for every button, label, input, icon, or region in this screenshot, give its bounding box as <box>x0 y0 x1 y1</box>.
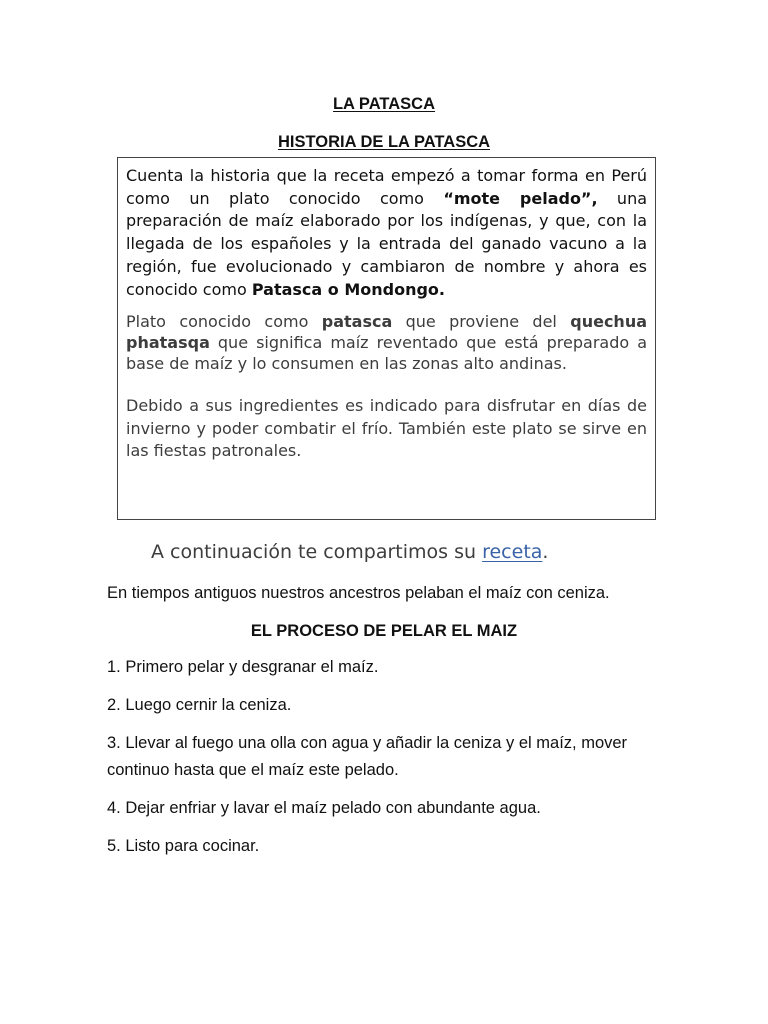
step-item: 3. Llevar al fuego una olla con agua y añadir la ceniza y el maíz, mover continuo hasta que el maíz este pelado. <box>107 734 628 779</box>
intro-sentence: En tiempos antiguos nuestros ancestros pelaban el maíz con ceniza. <box>107 584 610 602</box>
recipe-continuation-line: A continuación te compartimos su receta. <box>151 541 549 563</box>
step-item: 5. Listo para cocinar. <box>107 837 260 855</box>
step-item: 4. Dejar enfriar y lavar el maíz pelado con abundante agua. <box>107 799 541 817</box>
history-text-box <box>117 157 656 520</box>
step-item: 2. Luego cernir la ceniza. <box>107 696 292 714</box>
history-paragraph-2: Plato conocido como patasca que proviene del quechua phatasqa que significa maíz reventado que está preparado a base de maíz y lo consumen en las zonas alto andinas. <box>126 312 648 374</box>
history-paragraph-3: Debido a sus ingredientes es indicado para disfrutar en días de invierno y poder combatir el frío. También este plato se sirve en las fiestas patronales. <box>126 396 647 461</box>
document-title: LA PATASCA <box>332 95 436 113</box>
history-paragraph-1: Cuenta la historia que la receta empezó a tomar forma en Perú como un plato conocido como “mote pelado”, una preparación de maíz elaborado por los indígenas, y que, con la llegada de los españoles y la entrada del ganado vacuno a la región, fue evolucionado y cambiaron de nombre y ahora es conocido como Patasca o Mondongo. <box>126 166 648 299</box>
section-title-historia: HISTORIA DE LA PATASCA <box>277 133 491 151</box>
step-item: 1. Primero pelar y desgranar el maíz. <box>107 658 379 676</box>
process-title: EL PROCESO DE PELAR EL MAIZ <box>250 622 518 640</box>
recipe-link[interactable]: receta <box>482 541 543 563</box>
